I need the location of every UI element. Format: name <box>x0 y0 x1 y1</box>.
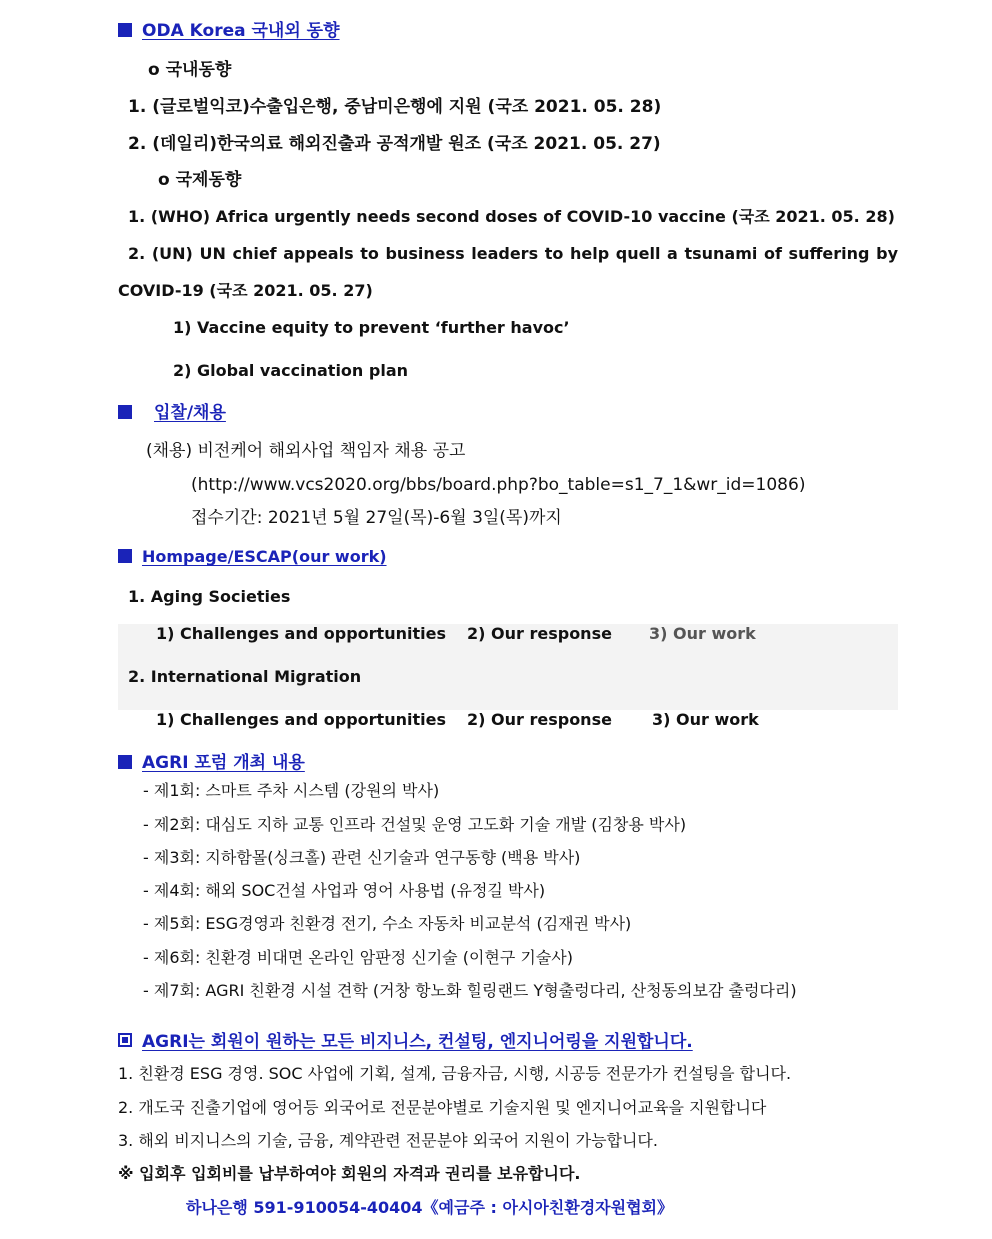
homepage-sec1: 1. Aging Societies <box>128 587 291 606</box>
forum-item-2: - 제2회: 대심도 지하 교통 인프라 건설및 운영 고도화 기술 개발 (김창용 박사) <box>143 815 687 834</box>
support-item-2: 2. 개도국 진출기업에 영어등 외국어로 전문분야별로 기술지원 및 엔지니어교육을 지원합니다 <box>118 1098 767 1117</box>
support-item-3: 3. 해외 비지니스의 기술, 금융, 계약관련 전문분야 외국어 지원이 가능합니다. <box>118 1131 658 1150</box>
intl-item-2-line2: COVID-19 (국조 2021. 05. 27) <box>118 281 373 300</box>
domestic-item-1: 1. (글로벌익코)수출입은행, 중남미은행에 지원 (국조 2021. 05. 28) <box>128 97 662 117</box>
forum-item-1: - 제1회: 스마트 주차 시스템 (강원의 박사) <box>143 781 440 800</box>
bank-account: 하나은행 591-910054-40404《예금주 : 아시아친환경자원협회》 <box>186 1198 674 1217</box>
square-bullet-icon <box>118 23 132 37</box>
sec2-item-2[interactable]: 2) Our response <box>467 710 612 729</box>
square-bullet-icon <box>118 405 132 419</box>
forum-item-3: - 제3회: 지하함몰(싱크홀) 관련 신기술과 연구동향 (백용 박사) <box>143 848 581 867</box>
homepage-title[interactable]: Hompage/ESCAP(our work) <box>142 547 387 566</box>
sec2-item-3[interactable]: 3) Our work <box>652 710 759 729</box>
intl-item-1: 1. (WHO) Africa urgently needs second doses of COVID-10 vaccine (국조 2021. 05. 28) <box>128 207 895 226</box>
sec2-item-1[interactable]: 1) Challenges and opportunities <box>156 710 446 729</box>
intl-item-2-line1: 2. (UN) UN chief appeals to business leaders to help quell a tsunami of suffering by <box>128 244 898 263</box>
section-header-homepage <box>118 546 387 568</box>
domestic-item-2: 2. (데일리)한국의료 해외진출과 공적개발 원조 (국조 2021. 05. 27) <box>128 134 661 154</box>
intl-heading: o 국제동향 <box>158 170 242 190</box>
outlined-square-bullet-icon <box>118 1033 132 1047</box>
sec1-item-3[interactable]: 3) Our work <box>649 624 756 643</box>
bidding-url[interactable]: (http://www.vcs2020.org/bbs/board.php?bo_table=s1_7_1&wr_id=1086) <box>191 475 806 495</box>
forum-item-4: - 제4회: 해외 SOC건설 사업과 영어 사용법 (유정길 박사) <box>143 881 546 900</box>
intl-sub-2: 2) Global vaccination plan <box>173 361 409 380</box>
forum-item-7: - 제7회: AGRI 친환경 시설 견학 (거창 항노화 힐링랜드 Y형출렁다리, 산청동의보감 출렁다리) <box>143 981 797 1000</box>
membership-note: ※ 입회후 입회비를 납부하여야 회원의 자격과 권리를 보유합니다. <box>118 1164 581 1183</box>
domestic-heading: o 국내동향 <box>148 60 232 80</box>
bidding-title: 입찰/채용 <box>154 403 226 423</box>
square-bullet-icon <box>118 549 132 563</box>
homepage-sec2: 2. International Migration <box>128 667 362 686</box>
intl-sub-1: 1) Vaccine equity to prevent ‘further havoc’ <box>173 318 570 337</box>
section-header-bidding <box>118 402 226 424</box>
sec1-item-2[interactable]: 2) Our response <box>467 624 612 643</box>
agri-forum-title: AGRI 포럼 개최 내용 <box>142 753 305 773</box>
section-header-oda <box>118 20 340 42</box>
support-title: AGRI는 회원이 원하는 모든 비지니스, 컨설팅, 엔지니어링을 지원합니다. <box>142 1032 693 1052</box>
forum-item-5: - 제5회: ESG경영과 친환경 전기, 수소 자동차 비교분석 (김재권 박사) <box>143 914 632 933</box>
oda-title: ODA Korea 국내외 동향 <box>142 21 340 41</box>
support-item-1: 1. 친환경 ESG 경영. SOC 사업에 기획, 설계, 금융자금, 시행, 시공등 전문가가 컨설팅을 합니다. <box>118 1064 792 1083</box>
bidding-line-1: (채용) 비전케어 해외사업 책임자 채용 공고 <box>146 441 466 461</box>
section-header-agri-forum <box>118 752 305 774</box>
forum-item-6: - 제6회: 친환경 비대면 온라인 암판정 신기술 (이현구 기술사) <box>143 948 574 967</box>
section-header-support <box>118 1031 693 1053</box>
bidding-period: 접수기간: 2021년 5월 27일(목)-6월 3일(목)까지 <box>191 508 562 528</box>
sec1-item-1[interactable]: 1) Challenges and opportunities <box>156 624 446 643</box>
square-bullet-icon <box>118 755 132 769</box>
